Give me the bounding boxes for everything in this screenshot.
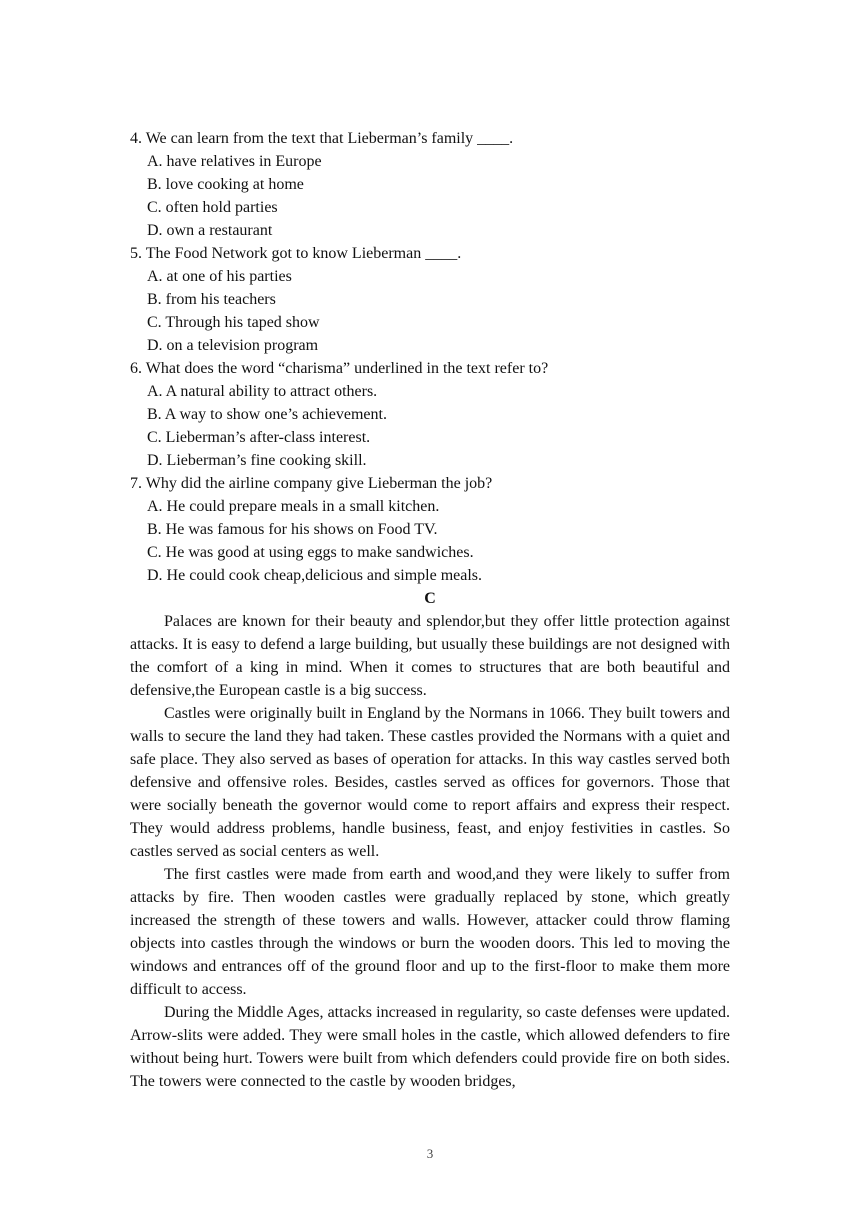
passage-paragraph: The first castles were made from earth and wood,and they were likely to suffer from attacks by fire. Then wooden castles were gradually replaced by stone, which greatly increased the strength of these towers and walls. However, attacker could throw flaming objects into castles through the windows or burn the wooden doors. This led to moving the windows and entrances off of the ground floor and up to the first-floor to make them more difficult to access. [130,866,730,998]
passage-paragraph: Palaces are known for their beauty and splendor,but they offer little protection against attacks. It is easy to defend a large building, but usually these buildings are not designed with the comfort of a king in mind. When it comes to structures that are both beautiful and defensive,the European castle is a big success. [130,613,730,699]
question-7-option-a: A. He could prepare meals in a small kitchen. [147,498,440,515]
question-4-option-c: C. often hold parties [147,199,278,216]
question-6-stem: 6. What does the word “charisma” underlined in the text refer to? [130,360,549,377]
page-number: 3 [426,1146,434,1161]
question-7-option-b: B. He was famous for his shows on Food TV. [147,521,438,538]
question-7-option-d: D. He could cook cheap,delicious and simple meals. [147,567,483,584]
question-4-option-a: A. have relatives in Europe [147,153,322,170]
question-6-option-a: A. A natural ability to attract others. [147,383,378,400]
passage-paragraph: Castles were originally built in England by the Normans in 1066. They built towers and walls to secure the land they had taken. These castles provided the Normans with a quiet and safe place. They also served as bases of operation for attacks. In this way castles served both defensive and offensive roles. Besides, castles served as offices for governors. Those that were socially beneath the governor would come to report affairs and express their respect. They would address problems, handle business, feast, and enjoy festivities in castles. So castles served as social centers as well. [130,705,730,860]
question-6-option-b: B. A way to show one’s achievement. [147,406,387,423]
question-5-stem: 5. The Food Network got to know Lieberman ____. [130,245,462,262]
reading-passage [130,610,730,1093]
section-heading: C [424,590,436,607]
question-5-option-b: B. from his teachers [147,291,276,308]
question-5-option-d: D. on a television program [147,337,319,354]
question-4-option-d: D. own a restaurant [147,222,273,239]
question-5-option-a: A. at one of his parties [147,268,292,285]
page-content [130,127,730,1093]
question-block [130,127,730,587]
question-6-option-c: C. Lieberman’s after-class interest. [147,429,371,446]
question-5-option-c: C. Through his taped show [147,314,320,331]
passage-paragraph: During the Middle Ages, attacks increased in regularity, so caste defenses were updated. Arrow-slits were added. They were small holes in the castle, which allowed defenders to fire without being hurt. Towers were built from which defenders could provide fire on both sides. The towers were connected to the castle by wooden bridges, [130,1004,730,1090]
question-6-option-d: D. Lieberman’s fine cooking skill. [147,452,367,469]
question-7-option-c: C. He was good at using eggs to make sandwiches. [147,544,474,561]
question-7-stem: 7. Why did the airline company give Lieberman the job? [130,475,493,492]
question-4-option-b: B. love cooking at home [147,176,304,193]
question-4-stem: 4. We can learn from the text that Lieberman’s family ____. [130,130,514,147]
